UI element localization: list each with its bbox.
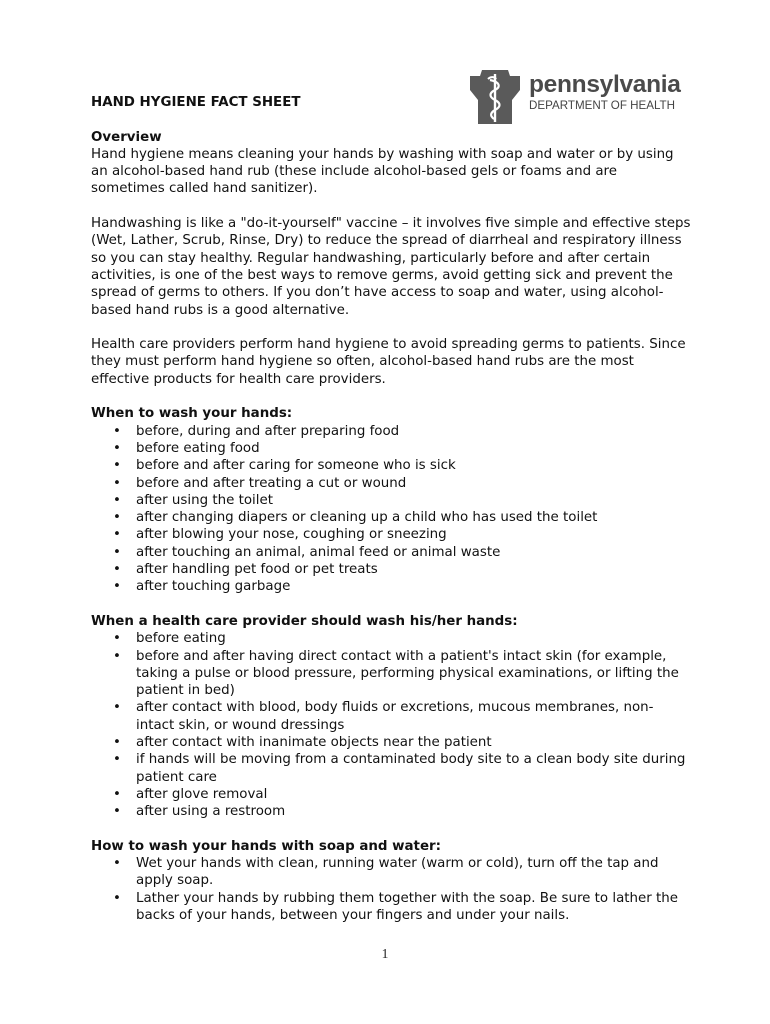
list-item: • after using the toilet (91, 492, 691, 509)
page-title: HAND HYGIENE FACT SHEET (91, 95, 301, 110)
overview-paragraph-3: Health care providers perform hand hygiene to avoid spreading germs to patients. Since they must perform hand hygiene so often, alcohol-based hand rubs are the most effective products for health care providers. (91, 337, 686, 387)
list-item: • after touching an animal, animal feed or animal waste (91, 544, 691, 561)
overview-heading: Overview (91, 129, 162, 145)
logo-wordmark: pennsylvania (529, 71, 681, 98)
list-item: • after using a restroom (91, 803, 691, 820)
overview-paragraph-1: Hand hygiene means cleaning your hands by washing with soap and water or by using an alcohol-based hand rub (these include alcohol-based gels or foams and are sometimes called hand sanitizer). (91, 146, 674, 197)
page-number: 1 (381, 946, 389, 961)
list-item: • Wet your hands with clean, running water (warm or cold), turn off the tap and apply soap. (91, 855, 691, 890)
list-item: • before and after treating a cut or wound (91, 475, 691, 492)
list-item: • after handling pet food or pet treats (91, 561, 691, 578)
overview-paragraph-2: Handwashing is like a "do-it-yourself" vaccine – it involves five simple and effective steps (Wet, Lather, Scrub, Rinse, Dry) to reduce the spread of diarrheal and respiratory illness so you can stay healthy. Regular handwashing, particularly before and after certain activities, is one of the best ways to remove germs, avoid getting sick and prevent the spread of germs to others. If you don’t have access to soap and water, using alcohol-based hand rubs is a good alternative. (91, 216, 691, 318)
provider-heading: When a health care provider should wash his/her hands: (91, 613, 518, 629)
list-item: • Lather your hands by rubbing them together with the soap. Be sure to lather the backs of your hands, between your fingers and under your nails. (91, 890, 691, 925)
logo-department: DEPARTMENT OF HEALTH (529, 99, 676, 112)
list-item: • before and after having direct contact with a patient's intact skin (for example, taking a pulse or blood pressure, performing physical examinations, or lifting the patient in bed) (91, 648, 691, 700)
list-item: • after contact with inanimate objects near the patient (91, 734, 691, 751)
when-to-wash-heading: When to wash your hands: (91, 406, 293, 422)
list-item: • after changing diapers or cleaning up a child who has used the toilet (91, 509, 691, 526)
provider-list (91, 630, 691, 820)
list-item: • after blowing your nose, coughing or sneezing (91, 526, 691, 543)
how-to-list (91, 855, 691, 924)
document-body (91, 94, 691, 924)
when-to-wash-list (91, 423, 691, 596)
list-item: • before eating (91, 630, 691, 647)
list-item: • before, during and after preparing food (91, 423, 691, 440)
list-item: • after glove removal (91, 786, 691, 803)
list-item: • after contact with blood, body fluids or excretions, mucous membranes, non-intact skin, or wound dressings (91, 699, 691, 734)
list-item: • if hands will be moving from a contaminated body site to a clean body site during patient care (91, 751, 691, 786)
how-to-heading: How to wash your hands with soap and water: (91, 838, 441, 854)
list-item: • before eating food (91, 440, 691, 457)
list-item: • after touching garbage (91, 578, 691, 595)
list-item: • before and after caring for someone who is sick (91, 457, 691, 474)
